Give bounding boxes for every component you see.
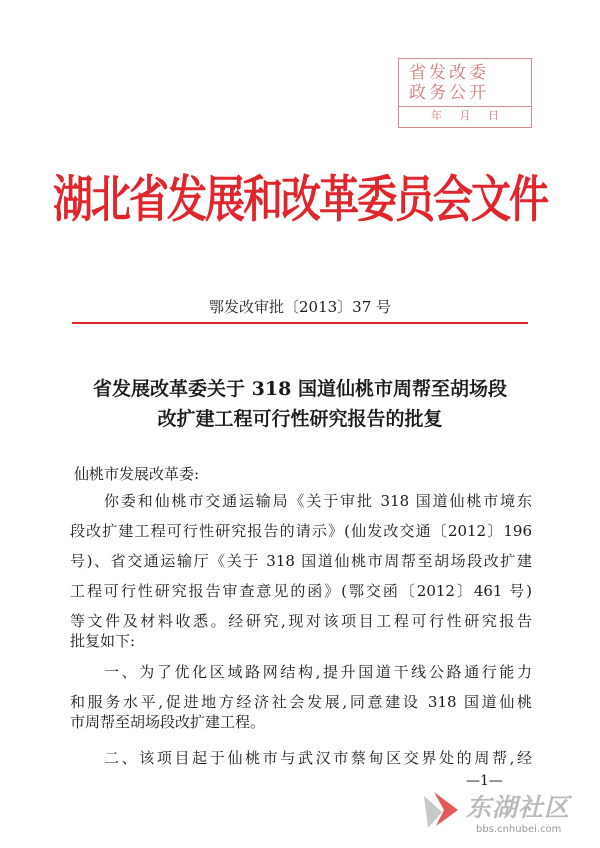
donghu-logo-icon xyxy=(420,788,464,832)
body-line: 号)、省交通运输厅《关于 318 国道仙桃市周帮至胡场段改扩建 xyxy=(70,552,532,570)
body-line: 市周帮至胡场段改扩建工程。 xyxy=(70,713,266,731)
subject-line-1: 省发展改革委关于 318 国道仙桃市周帮至胡场段 xyxy=(93,378,507,400)
stamp-org-line: 省发改委 xyxy=(409,63,489,83)
addressee: 仙桃市发展改革委: xyxy=(74,465,200,483)
body-line: 批复如下: xyxy=(70,632,136,650)
body-line: 工程可行性研究报告审查意见的函》(鄂交函〔2012〕461 号) xyxy=(70,582,532,600)
body-line: 段改扩建工程可行性研究报告的请示》(仙发改交通〔2012〕196 xyxy=(70,522,532,540)
subject-line-2: 改扩建工程可行性研究报告的批复 xyxy=(157,408,443,430)
body-line: 你委和仙桃市交通运输局《关于审批 318 国道仙桃市境东 xyxy=(104,492,532,510)
stamp-date-line: 年 月 日 xyxy=(431,109,499,122)
body-line: 等文件及材料收悉。经研究,现对该项目工程可行性研究报告 xyxy=(70,612,532,630)
document-number: 鄂发改审批〔2013〕37 号 xyxy=(208,298,392,316)
watermark-name: 东湖社区 xyxy=(466,793,571,822)
site-watermark xyxy=(420,784,590,844)
header-divider xyxy=(72,322,528,324)
stamp-dept-line: 政务公开 xyxy=(409,83,489,103)
receipt-stamp xyxy=(398,58,532,128)
issuing-org-title: 湖北省发展和改革委员会文件 xyxy=(53,171,547,229)
body-line: 一、为了优化区域路网结构,提升国道干线公路通行能力 xyxy=(104,663,532,681)
body-line: 和服务水平,促进地方经济社会发展,同意建设 318 国道仙桃 xyxy=(70,693,532,711)
watermark-url: bbs.cnhubei.com xyxy=(476,824,562,835)
stamp-divider xyxy=(399,106,531,107)
page-number: —1— xyxy=(466,773,503,789)
body-line: 二、该项目起于仙桃市与武汉市蔡甸区交界处的周帮,经 xyxy=(104,749,532,767)
